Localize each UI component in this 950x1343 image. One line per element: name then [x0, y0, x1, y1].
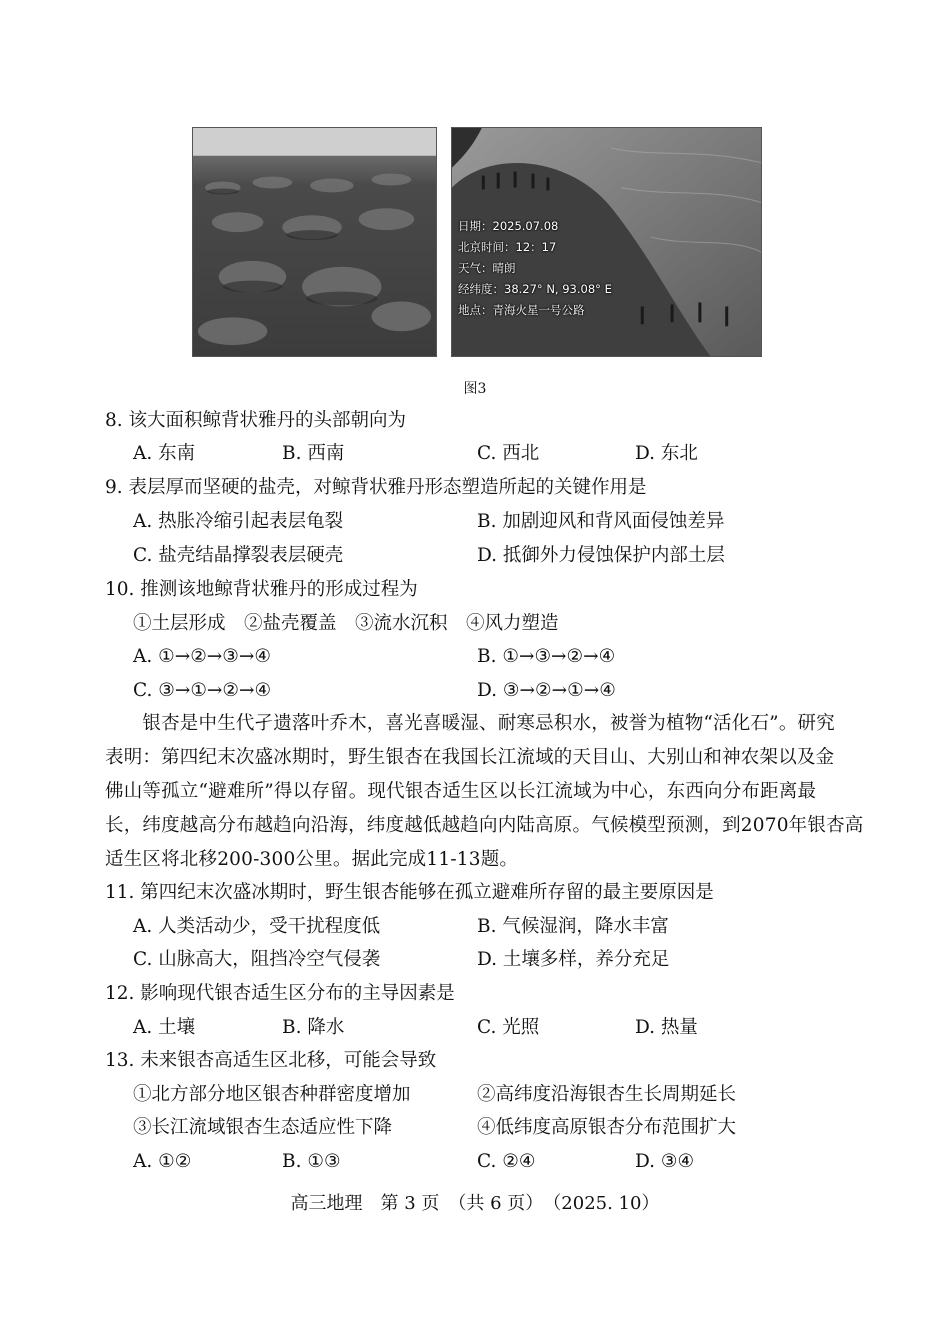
- q11-stem: 11. 第四纪末次盛冰期时，野生银杏能够在孤立避难所存留的最主要原因是: [105, 882, 714, 903]
- q8-stem: 8. 该大面积鲸背状雅丹的头部朝向为: [105, 410, 407, 431]
- photo-info-overlay: [458, 216, 612, 321]
- q8-option-d: D. 东北: [635, 443, 698, 464]
- q13-stem: 13. 未来银杏高适生区北移，可能会导致: [105, 1050, 437, 1071]
- figure-caption: 图3: [463, 381, 487, 397]
- q8-option-a: A. 东南: [133, 443, 196, 464]
- q11-option-a: A. 人类活动少，受干扰程度低: [133, 916, 381, 937]
- q10-stem: 10. 推测该地鲸背状雅丹的形成过程为: [105, 579, 418, 600]
- yardang-field-image: [193, 128, 436, 356]
- q10-option-d: D. ③→②→①→④: [477, 680, 616, 701]
- passage-line-1: 银杏是中生代孑遗落叶乔木，喜光喜暖湿、耐寒忌积水，被誉为植物“活化石”。研究: [105, 713, 835, 734]
- q11-option-b: B. 气候湿润，降水丰富: [477, 916, 669, 937]
- page-footer: 高三地理 第 3 页 （共 6 页） （2025. 10）: [290, 1193, 660, 1214]
- q10-option-b: B. ①→③→②→④: [477, 646, 616, 667]
- overlay-coords: 经纬度：38.27° N, 93.08° E: [458, 282, 612, 296]
- q11-option-d: D. 土壤多样，养分充足: [477, 949, 670, 970]
- q12-stem: 12. 影响现代银杏适生区分布的主导因素是: [105, 983, 455, 1004]
- q10-items: ①土层形成 ②盐壳覆盖 ③流水沉积 ④风力塑造: [133, 613, 559, 634]
- q9-stem: 9. 表层厚而坚硬的盐壳，对鲸背状雅丹形态塑造所起的关键作用是: [105, 477, 647, 498]
- overlay-date: 日期：2025.07.08: [458, 219, 559, 233]
- q12-option-d: D. 热量: [635, 1017, 698, 1038]
- q11-option-c: C. 山脉高大，阻挡冷空气侵袭: [133, 949, 381, 970]
- q13-option-b: B. ①③: [282, 1151, 341, 1172]
- overlay-weather: 天气：晴朗: [458, 261, 516, 275]
- q13-option-c: C. ②④: [477, 1151, 536, 1172]
- passage-line-4: 长，纬度越高分布越趋向沿海，纬度越低越趋向内陆高原。气候模型预测，到2070年银杏高: [105, 815, 864, 836]
- q13-statement-1: ①北方部分地区银杏种群密度增加: [133, 1084, 411, 1105]
- q13-statement-4: ④低纬度高原银杏分布范围扩大: [477, 1117, 737, 1138]
- q12-option-b: B. 降水: [282, 1017, 345, 1038]
- passage-line-2: 表明：第四纪末次盛冰期时，野生银杏在我国长江流域的天目山、大别山和神农架以及金: [105, 747, 835, 768]
- q8-option-c: C. 西北: [477, 443, 540, 464]
- q9-option-c: C. 盐壳结晶撑裂表层硬壳: [133, 545, 344, 566]
- yardang-photo-right: [451, 127, 762, 357]
- q9-option-a: A. 热胀冷缩引起表层龟裂: [133, 511, 344, 532]
- q13-option-a: A. ①②: [133, 1151, 192, 1172]
- yardang-photo-left: [192, 127, 437, 357]
- q13-statement-2: ②高纬度沿海银杏生长周期延长: [477, 1084, 737, 1105]
- q9-option-d: D. 抵御外力侵蚀保护内部土层: [477, 545, 725, 566]
- passage-line-5: 适生区将北移200-300公里。据此完成11-13题。: [105, 849, 519, 870]
- q8-option-b: B. 西南: [282, 443, 345, 464]
- q10-option-a: A. ①→②→③→④: [133, 646, 271, 667]
- q12-option-a: A. 土壤: [133, 1017, 196, 1038]
- passage-line-3: 佛山等孤立“避难所”得以存留。现代银杏适生区以长江流域为中心，东西向分布距离最: [105, 781, 817, 802]
- q9-option-b: B. 加剧迎风和背风面侵蚀差异: [477, 511, 725, 532]
- overlay-time: 北京时间：12：17: [458, 240, 557, 254]
- q10-option-c: C. ③→①→②→④: [133, 680, 272, 701]
- overlay-place: 地点：青海火星一号公路: [458, 303, 585, 317]
- q13-option-d: D. ③④: [635, 1151, 695, 1172]
- q12-option-c: C. 光照: [477, 1017, 540, 1038]
- q13-statement-3: ③长江流域银杏生态适应性下降: [133, 1117, 393, 1138]
